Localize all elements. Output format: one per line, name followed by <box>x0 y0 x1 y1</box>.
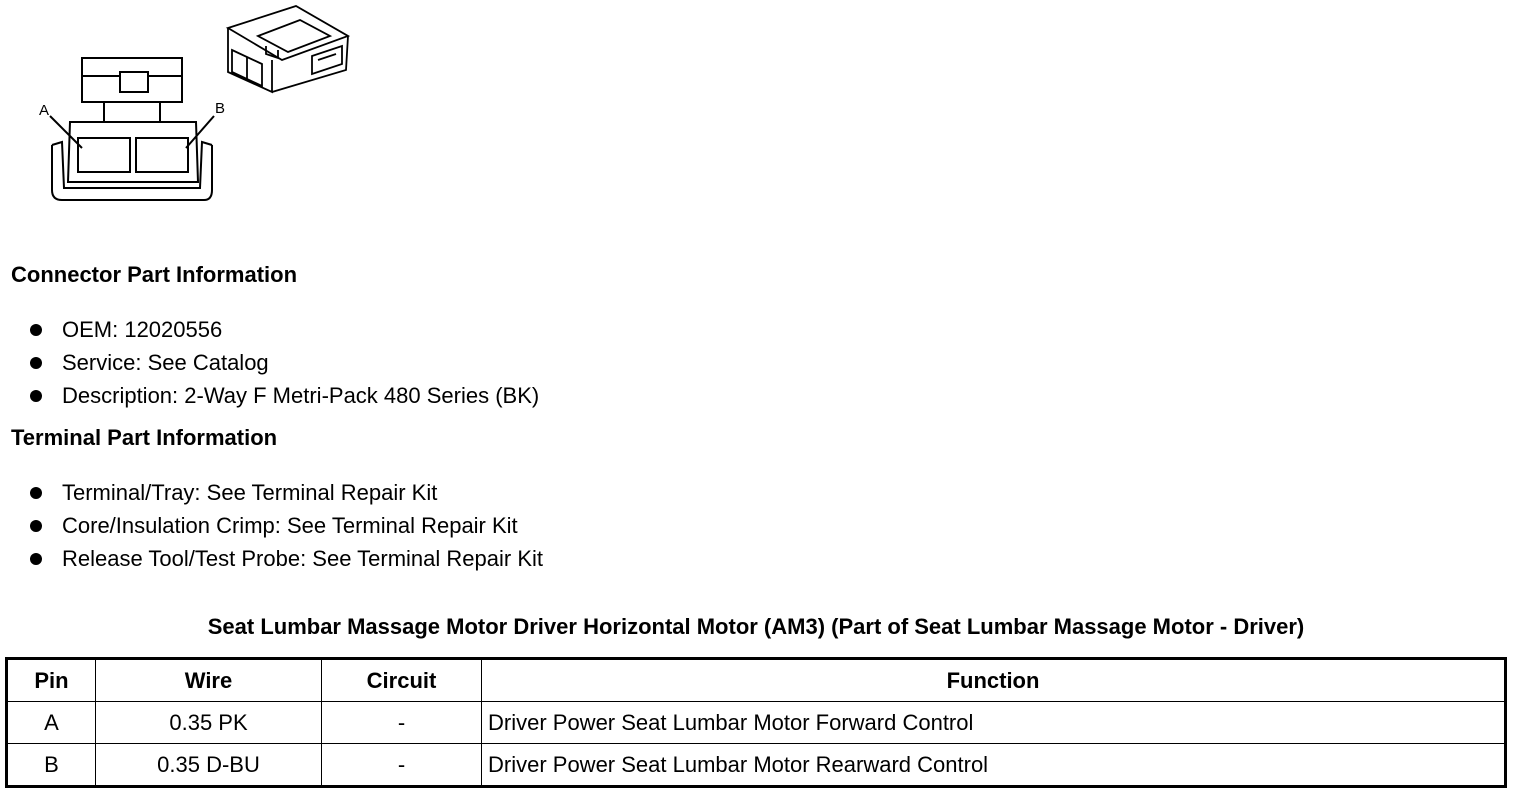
bullet-icon <box>30 553 42 565</box>
bullet-icon <box>30 390 42 402</box>
connector-illustration <box>0 0 380 220</box>
pinout-table-title: Seat Lumbar Massage Motor Driver Horizontal Motor (AM3) (Part of Seat Lumbar Massage Motor - Driver) <box>207 614 1305 639</box>
cell-wire: 0.35 PK <box>96 702 322 744</box>
cell-circuit: - <box>322 744 482 787</box>
connector-face-view <box>50 58 214 200</box>
header-wire: Wire <box>96 659 322 702</box>
list-item <box>30 313 539 346</box>
terminal-part-info-list <box>30 476 543 575</box>
terminal-part-info-heading: Terminal Part Information <box>11 425 278 450</box>
cell-function: Driver Power Seat Lumbar Motor Rearward Control <box>482 744 1506 787</box>
pinout-table <box>5 657 1507 788</box>
list-item <box>30 346 539 379</box>
cell-wire: 0.35 D-BU <box>96 744 322 787</box>
connector-part-info-list <box>30 313 539 412</box>
list-item <box>30 542 543 575</box>
list-item <box>30 379 539 412</box>
connector-isometric-view <box>228 6 348 92</box>
list-item <box>30 509 543 542</box>
list-item-text: Service: See Catalog <box>62 350 269 375</box>
list-item-text: OEM: 12020556 <box>62 317 223 342</box>
list-item-text: Terminal/Tray: See Terminal Repair Kit <box>62 480 438 505</box>
bullet-icon <box>30 520 42 532</box>
table-row <box>7 702 1506 744</box>
cell-pin: B <box>7 744 96 787</box>
table-header-row <box>7 659 1506 702</box>
list-item-text: Release Tool/Test Probe: See Terminal Repair Kit <box>62 546 543 571</box>
cell-pin: A <box>7 702 96 744</box>
cell-circuit: - <box>322 702 482 744</box>
pin-label-b: B <box>215 100 226 117</box>
bullet-icon <box>30 487 42 499</box>
header-function: Function <box>482 659 1506 702</box>
header-circuit: Circuit <box>322 659 482 702</box>
pin-label-a: A <box>39 102 50 119</box>
list-item-text: Description: 2-Way F Metri-Pack 480 Series (BK) <box>62 383 540 408</box>
cell-function: Driver Power Seat Lumbar Motor Forward Control <box>482 702 1506 744</box>
list-item-text: Core/Insulation Crimp: See Terminal Repair Kit <box>62 513 518 538</box>
table-row <box>7 744 1506 787</box>
bullet-icon <box>30 357 42 369</box>
connector-part-info-heading: Connector Part Information <box>11 262 298 287</box>
header-pin: Pin <box>7 659 96 702</box>
list-item <box>30 476 543 509</box>
bullet-icon <box>30 324 42 336</box>
